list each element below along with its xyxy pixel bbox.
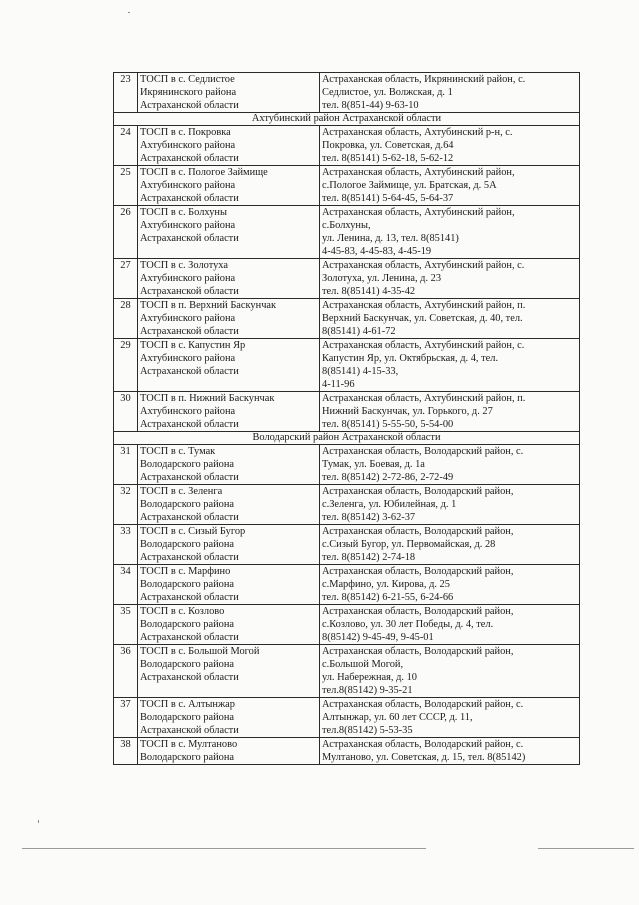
scan-speck: [38, 820, 39, 823]
office-name-cell: [138, 565, 320, 605]
table-row: [114, 565, 580, 605]
offices-table: [113, 72, 580, 765]
office-name-line: ТОСП в с. Седлистое: [140, 74, 235, 85]
office-name-line: Астраханской области: [140, 233, 239, 244]
table-row: [114, 738, 580, 765]
office-address-cell: [320, 525, 580, 565]
office-name-line: Ахтубинского района: [140, 180, 236, 191]
office-name-line: Астраханской области: [140, 512, 239, 523]
table-row: [114, 445, 580, 485]
office-name-line: ТОСП в с. Сизый Бугор: [140, 526, 246, 537]
office-address-line: Астраханская область, Володарский район,: [322, 486, 514, 497]
office-address-cell: [320, 605, 580, 645]
office-address-cell: [320, 565, 580, 605]
region-title: Ахтубинский район Астраханской области: [114, 113, 580, 126]
office-address-line: с.Зеленга, ул. Юбилейная, д. 1: [322, 499, 457, 510]
office-name-cell: [138, 339, 320, 392]
table-row: [114, 645, 580, 698]
office-address-line: Алтынжар, ул. 60 лет СССР, д. 11,: [322, 712, 473, 723]
office-address-line: Астраханская область, Володарский район,: [322, 566, 514, 577]
office-address-line: Астраханская область, Володарский район,: [322, 526, 514, 537]
office-name-line: Астраханской области: [140, 286, 239, 297]
table-row: [114, 339, 580, 392]
office-address-line: тел. 8(85141) 5-55-50, 5-54-00: [322, 419, 454, 430]
office-name-line: Володарского района: [140, 619, 235, 630]
office-name-line: ТОСП в п. Нижний Баскунчак: [140, 393, 275, 404]
office-name-line: Астраханской области: [140, 100, 239, 111]
region-title: Володарский район Астраханской области: [114, 432, 580, 445]
office-address-cell: [320, 392, 580, 432]
office-name-line: Володарского района: [140, 712, 235, 723]
office-name-line: Володарского района: [140, 459, 235, 470]
row-number: 35: [114, 605, 138, 645]
office-name-cell: [138, 299, 320, 339]
office-address-line: Нижний Баскунчак, ул. Горького, д. 27: [322, 406, 493, 417]
row-number: 36: [114, 645, 138, 698]
office-address-line: Астраханская область, Ахтубинский район, с.: [322, 340, 525, 351]
office-address-line: 4-45-83, 4-45-83, 4-45-19: [322, 246, 432, 257]
office-name-line: ТОСП в с. Марфино: [140, 566, 231, 577]
office-address-line: ул. Ленина, д. 13, тел. 8(85141): [322, 233, 459, 244]
office-address-line: Капустин Яр, ул. Октябрьская, д. 4, тел.: [322, 353, 499, 364]
office-name-line: Володарского района: [140, 499, 235, 510]
office-address-line: Астраханская область, Ахтубинский р-н, с.: [322, 127, 513, 138]
office-name-line: Астраханской области: [140, 725, 239, 736]
office-address-cell: [320, 166, 580, 206]
office-address-line: Астраханская область, Ахтубинский район,: [322, 207, 515, 218]
office-address-line: тел. 8(85142) 3-62-37: [322, 512, 416, 523]
row-number: 24: [114, 126, 138, 166]
office-name-cell: [138, 645, 320, 698]
office-name-line: ТОСП в с. Козлово: [140, 606, 225, 617]
office-address-line: Астраханская область, Володарский район,: [322, 606, 514, 617]
office-address-line: Золотуха, ул. Ленина, д. 23: [322, 273, 442, 284]
office-name-cell: [138, 605, 320, 645]
table-row: [114, 605, 580, 645]
office-address-cell: [320, 645, 580, 698]
office-name-line: Астраханской области: [140, 592, 239, 603]
office-name-line: Володарского района: [140, 659, 235, 670]
office-address-line: 8(85142) 9-45-49, 9-45-01: [322, 632, 434, 643]
office-address-line: Астраханская область, Ахтубинский район, п.: [322, 300, 526, 311]
office-address-cell: [320, 445, 580, 485]
office-name-line: Ахтубинского района: [140, 406, 236, 417]
office-name-cell: [138, 259, 320, 299]
row-number: 28: [114, 299, 138, 339]
table-row: [114, 166, 580, 206]
office-address-line: тел. 8(85142) 2-74-18: [322, 552, 416, 563]
table-row: [114, 299, 580, 339]
office-name-line: ТОСП в с. Мултаново: [140, 739, 238, 750]
office-address-cell: [320, 738, 580, 765]
office-name-line: ТОСП в с. Золотуха: [140, 260, 228, 271]
office-address-line: Астраханская область, Володарский район,: [322, 646, 514, 657]
office-address-line: Покровка, ул. Советская, д.64: [322, 140, 454, 151]
office-name-cell: [138, 392, 320, 432]
office-address-cell: [320, 259, 580, 299]
table-row: [114, 259, 580, 299]
row-number: 26: [114, 206, 138, 259]
office-address-line: с.Большой Могой,: [322, 659, 404, 670]
office-address-line: Тумак, ул. Боевая, д. 1а: [322, 459, 425, 470]
offices-table-body: [114, 73, 580, 765]
office-name-line: Ахтубинского района: [140, 273, 236, 284]
office-name-line: ТОСП в п. Верхний Баскунчак: [140, 300, 277, 311]
office-address-line: Мултаново, ул. Советская, д. 15, тел. 8(85142): [322, 752, 526, 763]
office-name-line: Икрянинского района: [140, 87, 237, 98]
table-row: [114, 525, 580, 565]
office-address-line: с.Пологое Займище, ул. Братская, д. 5А: [322, 180, 497, 191]
row-number: 25: [114, 166, 138, 206]
office-address-line: 4-11-96: [322, 379, 355, 390]
office-name-line: Володарского района: [140, 579, 235, 590]
office-name-line: Астраханской области: [140, 552, 239, 563]
office-address-line: тел. 8(85142) 2-72-86, 2-72-49: [322, 472, 454, 483]
office-name-line: Ахтубинского района: [140, 220, 236, 231]
office-name-line: Ахтубинского района: [140, 353, 236, 364]
office-name-line: Ахтубинского района: [140, 140, 236, 151]
office-name-cell: [138, 485, 320, 525]
office-name-cell: [138, 166, 320, 206]
row-number: 27: [114, 259, 138, 299]
office-name-cell: [138, 445, 320, 485]
office-name-cell: [138, 698, 320, 738]
office-address-cell: [320, 73, 580, 113]
office-address-line: тел. 8(85142) 6-21-55, 6-24-66: [322, 592, 454, 603]
row-number: 29: [114, 339, 138, 392]
office-name-line: ТОСП в с. Большой Могой: [140, 646, 260, 657]
office-address-cell: [320, 299, 580, 339]
office-address-line: тел.8(85142) 9-35-21: [322, 685, 413, 696]
office-address-line: Астраханская область, Володарский район, с.: [322, 739, 524, 750]
table-row: [114, 485, 580, 525]
table-row: [114, 73, 580, 113]
office-name-cell: [138, 738, 320, 765]
office-address-line: тел.8(85142) 5-53-35: [322, 725, 413, 736]
office-name-line: Астраханской области: [140, 326, 239, 337]
office-address-cell: [320, 126, 580, 166]
row-number: 37: [114, 698, 138, 738]
office-address-line: Астраханская область, Ахтубинский район,: [322, 167, 515, 178]
office-address-cell: [320, 206, 580, 259]
office-name-cell: [138, 206, 320, 259]
office-name-line: Володарского района: [140, 539, 235, 550]
office-name-line: Астраханской области: [140, 153, 239, 164]
office-name-line: ТОСП в с. Болхуны: [140, 207, 227, 218]
document-sheet: [113, 72, 579, 765]
office-name-line: ТОСП в с. Алтынжар: [140, 699, 235, 710]
office-address-line: 8(85141) 4-15-33,: [322, 366, 399, 377]
region-header-row: [114, 113, 580, 126]
office-name-line: Астраханской области: [140, 672, 239, 683]
office-address-line: тел. 8(851-44) 9-63-10: [322, 100, 419, 111]
office-name-line: Астраханской области: [140, 632, 239, 643]
row-number: 23: [114, 73, 138, 113]
row-number: 32: [114, 485, 138, 525]
office-address-line: Астраханская область, Ахтубинский район, п.: [322, 393, 526, 404]
office-address-line: ул. Набережная, д. 10: [322, 672, 418, 683]
row-number: 33: [114, 525, 138, 565]
office-name-cell: [138, 73, 320, 113]
office-name-line: ТОСП в с. Тумак: [140, 446, 216, 457]
office-address-line: с.Болхуны,: [322, 220, 371, 231]
office-address-cell: [320, 339, 580, 392]
office-name-line: Володарского района: [140, 752, 235, 763]
table-row: [114, 392, 580, 432]
office-address-cell: [320, 485, 580, 525]
office-address-line: тел. 8(85141) 5-62-18, 5-62-12: [322, 153, 454, 164]
office-address-line: Астраханская область, Икрянинский район, с.: [322, 74, 526, 85]
office-address-line: Седлистое, ул. Волжская, д. 1: [322, 87, 453, 98]
row-number: 38: [114, 738, 138, 765]
office-address-cell: [320, 698, 580, 738]
office-address-line: Астраханская область, Володарский район, с.: [322, 699, 524, 710]
scan-speck: [128, 12, 130, 13]
office-address-line: Верхний Баскунчак, ул. Советская, д. 40, тел.: [322, 313, 523, 324]
region-header-row: [114, 432, 580, 445]
office-name-line: Астраханской области: [140, 366, 239, 377]
office-address-line: с.Сизый Бугор, ул. Первомайская, д. 28: [322, 539, 496, 550]
office-name-line: ТОСП в с. Покровка: [140, 127, 231, 138]
footer-rule-right: [538, 848, 634, 849]
office-address-line: тел. 8(85141) 5-64-45, 5-64-37: [322, 193, 454, 204]
row-number: 34: [114, 565, 138, 605]
row-number: 30: [114, 392, 138, 432]
office-address-line: с.Козлово, ул. 30 лет Победы, д. 4, тел.: [322, 619, 494, 630]
office-name-line: Ахтубинского района: [140, 313, 236, 324]
office-address-line: с.Марфино, ул. Кирова, д. 25: [322, 579, 450, 590]
office-address-line: Астраханская область, Володарский район, с.: [322, 446, 524, 457]
office-name-line: ТОСП в с. Пологое Займище: [140, 167, 268, 178]
office-name-line: ТОСП в с. Зеленга: [140, 486, 223, 497]
office-name-line: Астраханской области: [140, 419, 239, 430]
office-name-line: ТОСП в с. Капустин Яр: [140, 340, 246, 351]
office-name-cell: [138, 525, 320, 565]
table-row: [114, 126, 580, 166]
table-row: [114, 206, 580, 259]
footer-rule: [22, 848, 426, 849]
office-name-cell: [138, 126, 320, 166]
office-address-line: 8(85141) 4-61-72: [322, 326, 396, 337]
row-number: 31: [114, 445, 138, 485]
office-address-line: тел. 8(85141) 4-35-42: [322, 286, 416, 297]
office-name-line: Астраханской области: [140, 472, 239, 483]
table-row: [114, 698, 580, 738]
office-name-line: Астраханской области: [140, 193, 239, 204]
office-address-line: Астраханская область, Ахтубинский район, с.: [322, 260, 525, 271]
